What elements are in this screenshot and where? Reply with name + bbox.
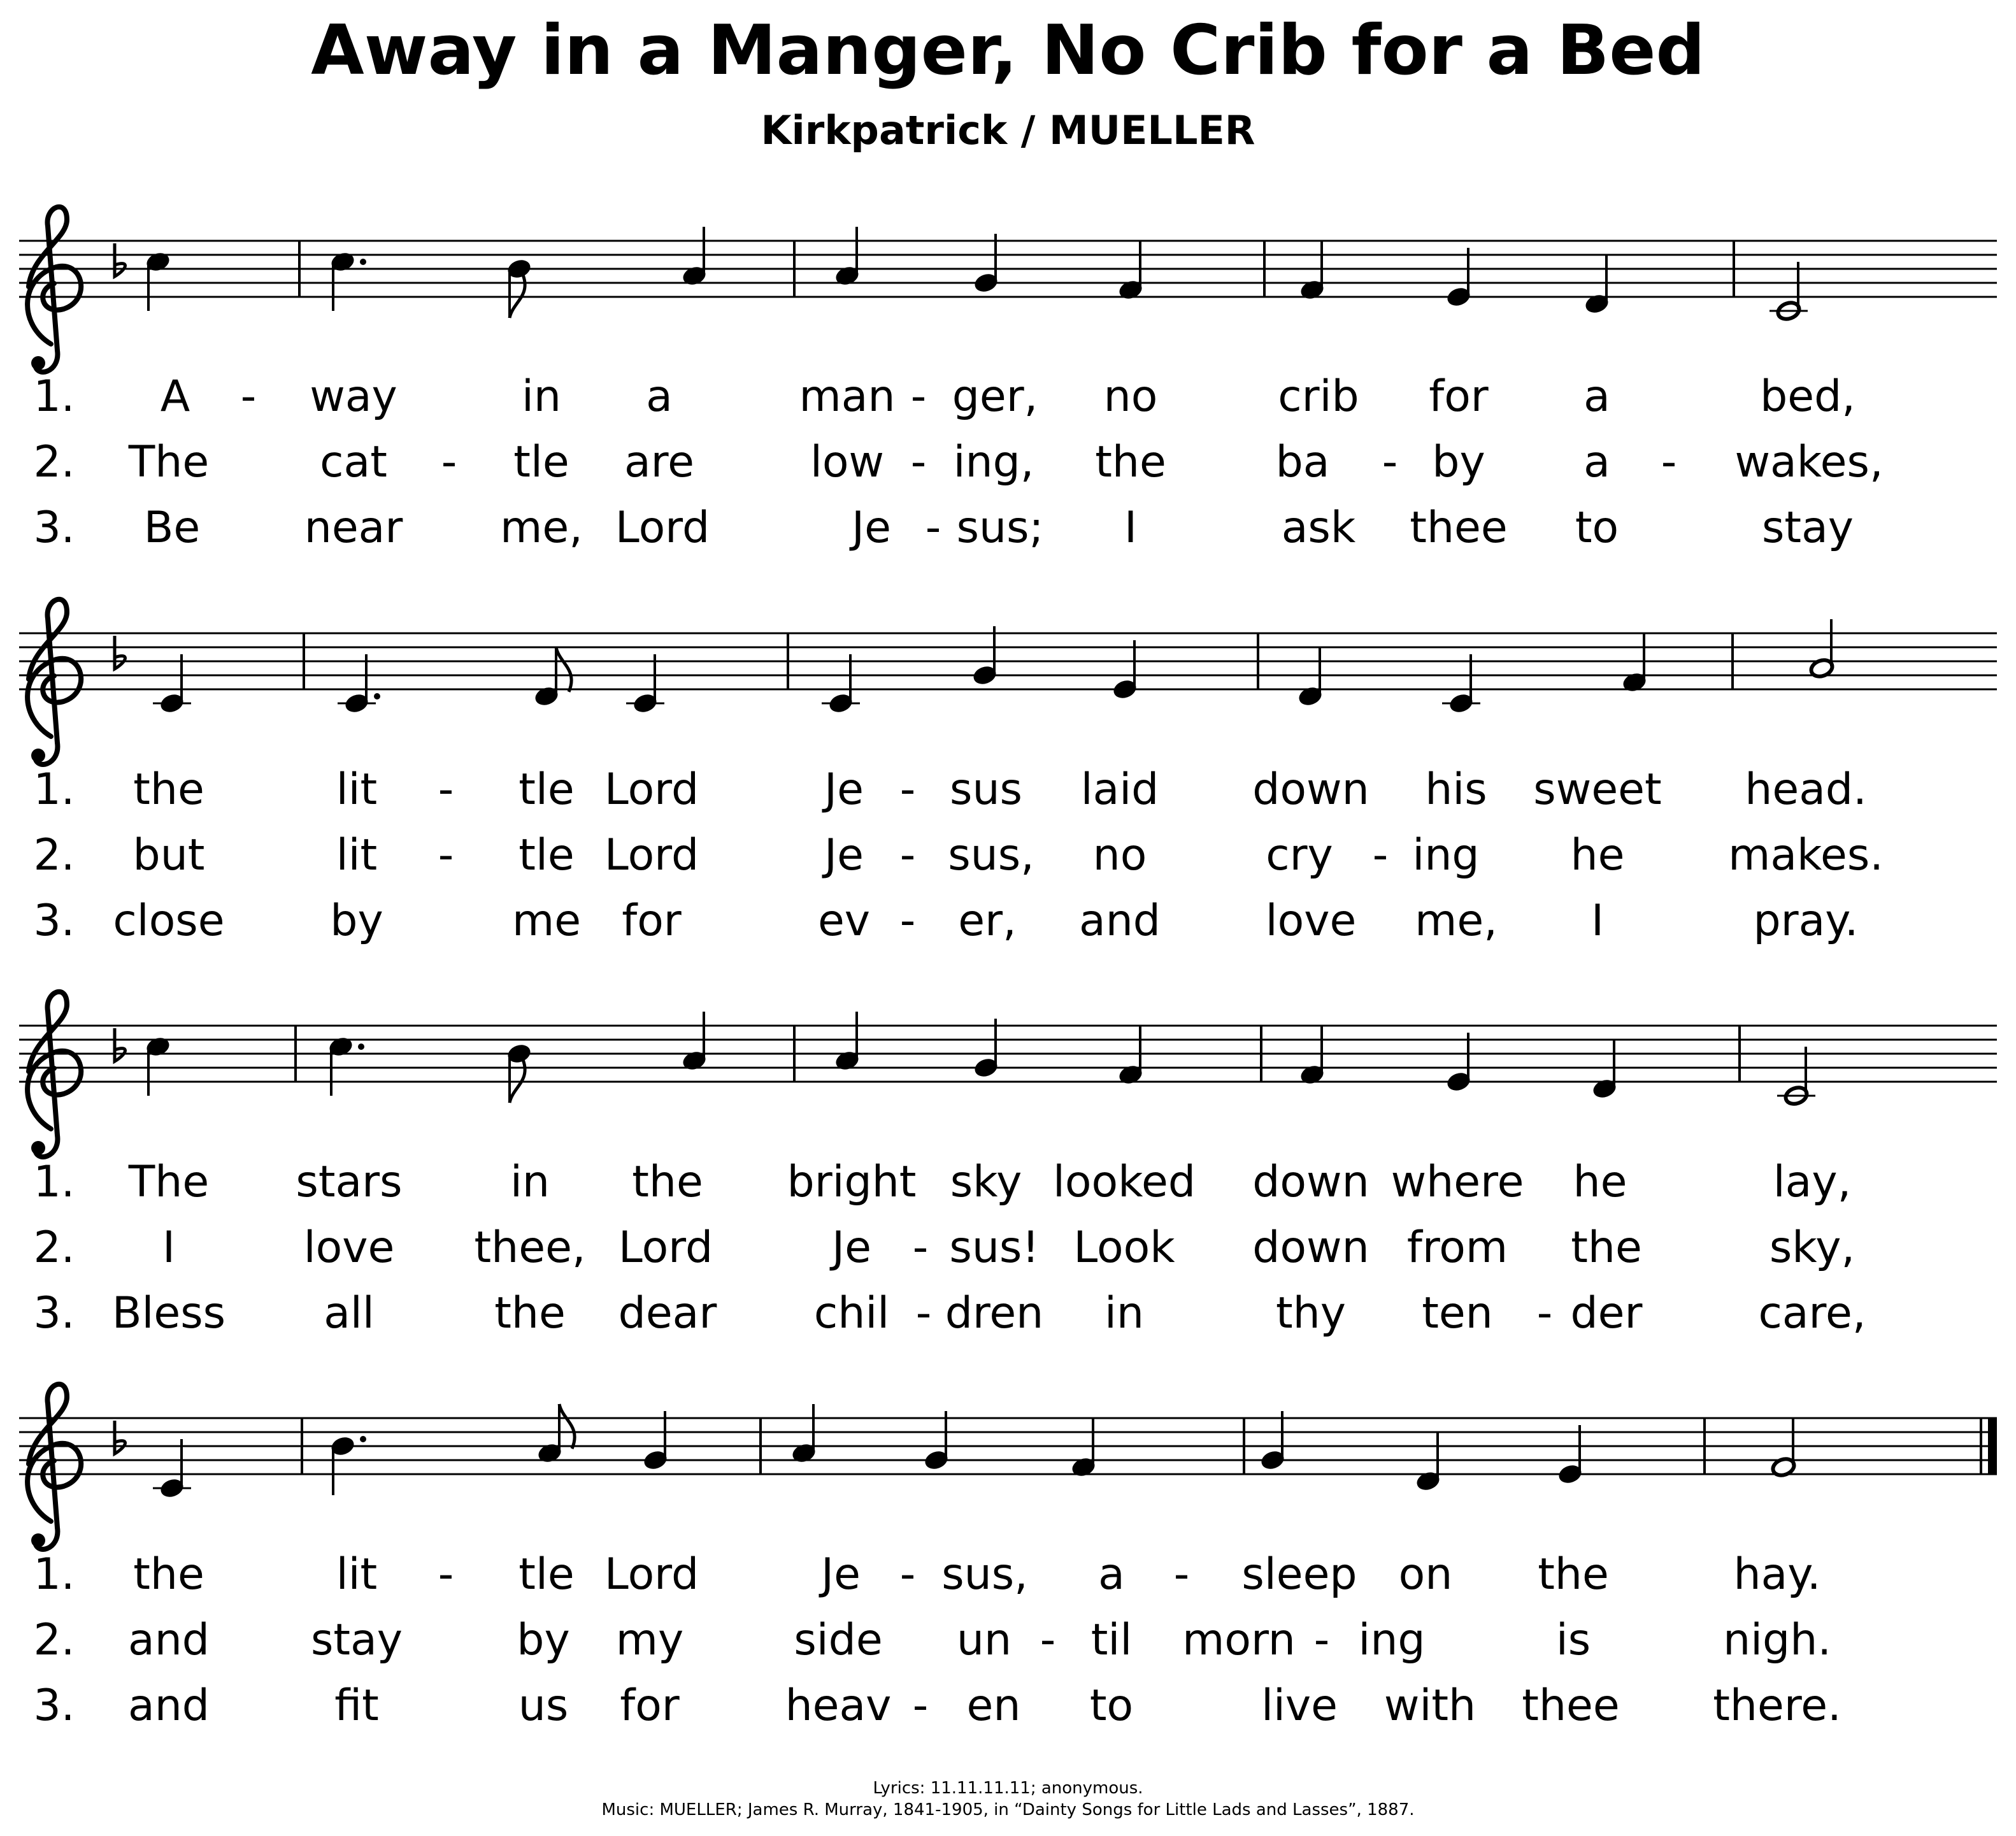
- lyric-syllable: head.: [1745, 764, 1867, 815]
- lyric-syllable: ten: [1422, 1288, 1493, 1338]
- lyric-syllable: the: [1538, 1549, 1609, 1600]
- treble-clef-icon: [27, 992, 81, 1157]
- lyric-syllable: a: [646, 371, 673, 422]
- lyric-syllable: dren: [945, 1288, 1044, 1338]
- lyric-syllable: sus;: [956, 503, 1044, 553]
- lyric-hyphen: -: [912, 1223, 929, 1273]
- final-barline-thick: [1988, 1418, 1997, 1474]
- treble-clef-dot: [31, 749, 45, 763]
- lyric-syllable: close: [113, 896, 225, 946]
- lyric-syllable: by: [1432, 437, 1485, 487]
- lyric-syllable: lay,: [1773, 1157, 1852, 1207]
- lyric-syllable: The: [128, 1157, 210, 1207]
- lyric-syllable: by: [517, 1615, 570, 1665]
- lyric-syllable: and: [1079, 896, 1161, 946]
- flat-icon: [115, 243, 125, 276]
- verse-number: 1.: [33, 1157, 75, 1207]
- lyric-syllable: near: [304, 503, 403, 553]
- lyric-syllable: care,: [1758, 1288, 1866, 1338]
- treble-clef-dot: [31, 356, 45, 370]
- treble-clef-icon: [27, 207, 81, 372]
- lyric-syllable: with: [1383, 1681, 1476, 1731]
- lyric-syllable: sweet: [1533, 764, 1662, 815]
- lyric-hyphen: -: [438, 830, 454, 880]
- augmentation-dot: [360, 259, 366, 265]
- lyric-syllable: for: [1429, 371, 1489, 422]
- lyric-syllable: sus: [950, 764, 1022, 815]
- lyric-syllable: ing: [1358, 1615, 1426, 1665]
- verse-number: 1.: [33, 764, 75, 815]
- lyric-syllable: Be: [143, 503, 201, 553]
- lyric-syllable: cry: [1266, 830, 1333, 880]
- verse-number: 2.: [33, 1615, 75, 1665]
- lyric-syllable: low: [810, 437, 885, 487]
- lyric-syllable: The: [128, 437, 210, 487]
- lyric-syllable: no: [1092, 830, 1147, 880]
- lyric-syllable: on: [1398, 1549, 1453, 1600]
- note-flag: [559, 1404, 575, 1449]
- lyric-hyphen: -: [899, 830, 916, 880]
- lyric-syllable: stay: [1761, 503, 1854, 553]
- lyric-syllable: me,: [500, 503, 583, 553]
- lyric-syllable: a: [1583, 371, 1610, 422]
- lyric-syllable: lit: [336, 764, 378, 815]
- lyric-syllable: in: [510, 1157, 550, 1207]
- lyric-syllable: Lord: [618, 1223, 713, 1273]
- lyric-hyphen: -: [1536, 1288, 1553, 1338]
- lyric-syllable: in: [1105, 1288, 1144, 1338]
- lyric-syllable: my: [615, 1615, 684, 1665]
- lyric-syllable: sleep: [1241, 1549, 1357, 1600]
- lyric-syllable: Lord: [604, 1549, 699, 1600]
- lyric-syllable: crib: [1278, 371, 1359, 422]
- flat-icon: [115, 1028, 125, 1061]
- lyric-syllable: thee: [1522, 1681, 1620, 1731]
- lyric-syllable: the: [133, 1549, 204, 1600]
- treble-clef-dot: [31, 1533, 45, 1547]
- augmentation-dot: [360, 1436, 366, 1442]
- treble-clef-icon: [27, 599, 81, 764]
- lyric-syllable: til: [1090, 1615, 1133, 1665]
- flat-icon: [115, 636, 125, 669]
- lyric-syllable: tle: [518, 1549, 575, 1600]
- lyric-syllable: are: [624, 437, 694, 487]
- lyric-hyphen: -: [899, 764, 916, 815]
- lyric-hyphen: -: [925, 503, 941, 553]
- lyric-syllable: the: [1571, 1223, 1642, 1273]
- lyric-hyphen: -: [910, 371, 927, 422]
- lyric-hyphen: -: [1040, 1615, 1056, 1665]
- lyric-syllable: sus,: [948, 830, 1034, 880]
- lyric-syllable: Je: [824, 764, 864, 815]
- lyric-syllable: fit: [334, 1681, 379, 1731]
- lyric-syllable: side: [794, 1615, 883, 1665]
- lyric-syllable: Lord: [615, 503, 710, 553]
- lyric-syllable: me,: [1415, 896, 1498, 946]
- lyric-syllable: love: [1265, 896, 1357, 946]
- lyric-syllable: un: [956, 1615, 1012, 1665]
- lyric-syllable: there.: [1713, 1681, 1841, 1731]
- lyric-syllable: the: [632, 1157, 703, 1207]
- lyric-syllable: ev: [817, 896, 871, 946]
- lyric-syllable: morn: [1182, 1615, 1296, 1665]
- lyric-syllable: but: [132, 830, 205, 880]
- lyric-syllable: I: [1591, 896, 1605, 946]
- lyric-syllable: to: [1089, 1681, 1134, 1731]
- lyrics-credit: Lyrics: 11.11.11.11; anonymous.: [873, 1779, 1143, 1798]
- lyric-syllable: down: [1252, 764, 1369, 815]
- lyric-hyphen: -: [1382, 437, 1398, 487]
- lyric-hyphen: -: [1372, 830, 1389, 880]
- lyric-hyphen: -: [915, 1288, 932, 1338]
- lyric-syllable: and: [128, 1615, 210, 1665]
- verse-number: 1.: [33, 1549, 75, 1600]
- lyric-syllable: ask: [1281, 503, 1356, 553]
- lyric-syllable: stars: [296, 1157, 403, 1207]
- lyric-hyphen: -: [1173, 1549, 1190, 1600]
- lyric-syllable: for: [620, 1681, 680, 1731]
- lyric-syllable: man: [799, 371, 896, 422]
- lyric-syllable: sus!: [949, 1223, 1040, 1273]
- lyric-syllable: sus,: [941, 1549, 1028, 1600]
- lyric-syllable: the: [494, 1288, 566, 1338]
- lyric-syllable: A: [160, 371, 190, 422]
- note-flag: [510, 273, 525, 318]
- lyric-hyphen: -: [912, 1681, 929, 1731]
- verse-number: 3.: [33, 896, 75, 946]
- lyric-syllable: wakes,: [1734, 437, 1884, 487]
- lyric-syllable: nigh.: [1723, 1615, 1831, 1665]
- lyric-syllable: I: [162, 1223, 176, 1273]
- lyric-syllable: thy: [1275, 1288, 1347, 1338]
- lyric-hyphen: -: [441, 437, 457, 487]
- verse-number: 3.: [33, 503, 75, 553]
- lyric-hyphen: -: [899, 1549, 916, 1600]
- lyric-syllable: live: [1261, 1681, 1338, 1731]
- lyric-syllable: for: [622, 896, 682, 946]
- lyric-syllable: tle: [518, 764, 575, 815]
- lyric-syllable: Je: [832, 1223, 871, 1273]
- lyric-syllable: tle: [513, 437, 569, 487]
- lyric-hyphen: -: [899, 896, 916, 946]
- lyric-syllable: down: [1252, 1223, 1369, 1273]
- lyric-hyphen: -: [240, 371, 257, 422]
- lyric-syllable: laid: [1080, 764, 1159, 815]
- note-flag: [510, 1058, 525, 1103]
- lyric-syllable: bed,: [1760, 371, 1855, 422]
- lyric-syllable: sky,: [1769, 1223, 1855, 1273]
- lyric-syllable: thee,: [474, 1223, 586, 1273]
- lyric-syllable: ba: [1275, 437, 1330, 487]
- lyric-syllable: he: [1573, 1157, 1627, 1207]
- lyric-syllable: ing,: [953, 437, 1034, 487]
- lyric-syllable: makes.: [1728, 830, 1884, 880]
- lyric-syllable: a: [1098, 1549, 1125, 1600]
- lyric-syllable: der: [1570, 1288, 1643, 1338]
- lyric-hyphen: -: [1313, 1615, 1330, 1665]
- lyric-syllable: Lord: [604, 830, 699, 880]
- lyric-syllable: Je: [852, 503, 891, 553]
- lyric-syllable: lit: [336, 1549, 378, 1600]
- lyric-syllable: chil: [813, 1288, 890, 1338]
- lyric-syllable: and: [128, 1681, 210, 1731]
- lyric-syllable: love: [303, 1223, 395, 1273]
- lyric-hyphen: -: [438, 764, 454, 815]
- flat-icon: [115, 1421, 125, 1454]
- lyric-syllable: cat: [320, 437, 387, 487]
- lyric-syllable: ger,: [952, 371, 1038, 422]
- lyric-syllable: tle: [518, 830, 575, 880]
- augmentation-dot: [358, 1044, 364, 1050]
- hymn-title: Away in a Manger, No Crib for a Bed: [311, 11, 1705, 90]
- lyric-syllable: en: [966, 1681, 1021, 1731]
- lyric-syllable: sky: [950, 1157, 1022, 1207]
- lyric-syllable: down: [1252, 1157, 1369, 1207]
- lyric-syllable: thee: [1410, 503, 1508, 553]
- lyric-syllable: I: [1124, 503, 1138, 553]
- lyric-syllable: stay: [310, 1615, 403, 1665]
- lyric-syllable: pray.: [1753, 896, 1859, 946]
- verse-number: 2.: [33, 830, 75, 880]
- augmentation-dot: [374, 693, 380, 699]
- lyric-syllable: all: [324, 1288, 375, 1338]
- lyric-syllable: bright: [787, 1157, 917, 1207]
- lyric-hyphen: -: [1661, 437, 1677, 487]
- lyric-syllable: by: [330, 896, 383, 946]
- verse-number: 2.: [33, 437, 75, 487]
- lyric-syllable: his: [1425, 764, 1487, 815]
- lyric-syllable: Lord: [604, 764, 699, 815]
- music-credit: Music: MUELLER; James R. Murray, 1841-1905, in “Dainty Songs for Little Lads and Lasses”, 1887.: [601, 1800, 1415, 1819]
- verse-number: 1.: [33, 371, 75, 422]
- lyric-syllable: ing: [1412, 830, 1480, 880]
- lyric-syllable: he: [1570, 830, 1625, 880]
- lyric-syllable: us: [518, 1681, 569, 1731]
- lyric-syllable: in: [522, 371, 561, 422]
- lyric-syllable: no: [1103, 371, 1158, 422]
- verse-number: 3.: [33, 1288, 75, 1338]
- lyric-syllable: the: [133, 764, 204, 815]
- verse-number: 2.: [33, 1223, 75, 1273]
- lyric-hyphen: -: [438, 1549, 454, 1600]
- lyric-syllable: Je: [824, 830, 864, 880]
- note-flag: [556, 647, 571, 692]
- lyric-syllable: dear: [618, 1288, 717, 1338]
- lyric-syllable: lit: [336, 830, 378, 880]
- lyric-syllable: a: [1583, 437, 1610, 487]
- lyric-syllable: heav: [785, 1681, 892, 1731]
- lyric-syllable: is: [1555, 1615, 1591, 1665]
- lyric-syllable: me: [511, 896, 582, 946]
- treble-clef-dot: [31, 1141, 45, 1155]
- lyric-syllable: er,: [958, 896, 1017, 946]
- lyric-syllable: Je: [821, 1549, 861, 1600]
- lyric-syllable: to: [1575, 503, 1619, 553]
- lyric-syllable: where: [1390, 1157, 1524, 1207]
- lyric-syllable: looked: [1052, 1157, 1196, 1207]
- lyric-syllable: from: [1406, 1223, 1508, 1273]
- lyric-syllable: way: [310, 371, 397, 422]
- lyric-syllable: Look: [1073, 1223, 1175, 1273]
- verse-number: 3.: [33, 1681, 75, 1731]
- treble-clef-icon: [27, 1384, 81, 1549]
- lyric-syllable: Bless: [111, 1288, 226, 1338]
- hymn-subtitle: Kirkpatrick / MUELLER: [761, 107, 1255, 154]
- lyric-syllable: hay.: [1733, 1549, 1821, 1600]
- lyric-hyphen: -: [910, 437, 927, 487]
- lyric-syllable: the: [1095, 437, 1166, 487]
